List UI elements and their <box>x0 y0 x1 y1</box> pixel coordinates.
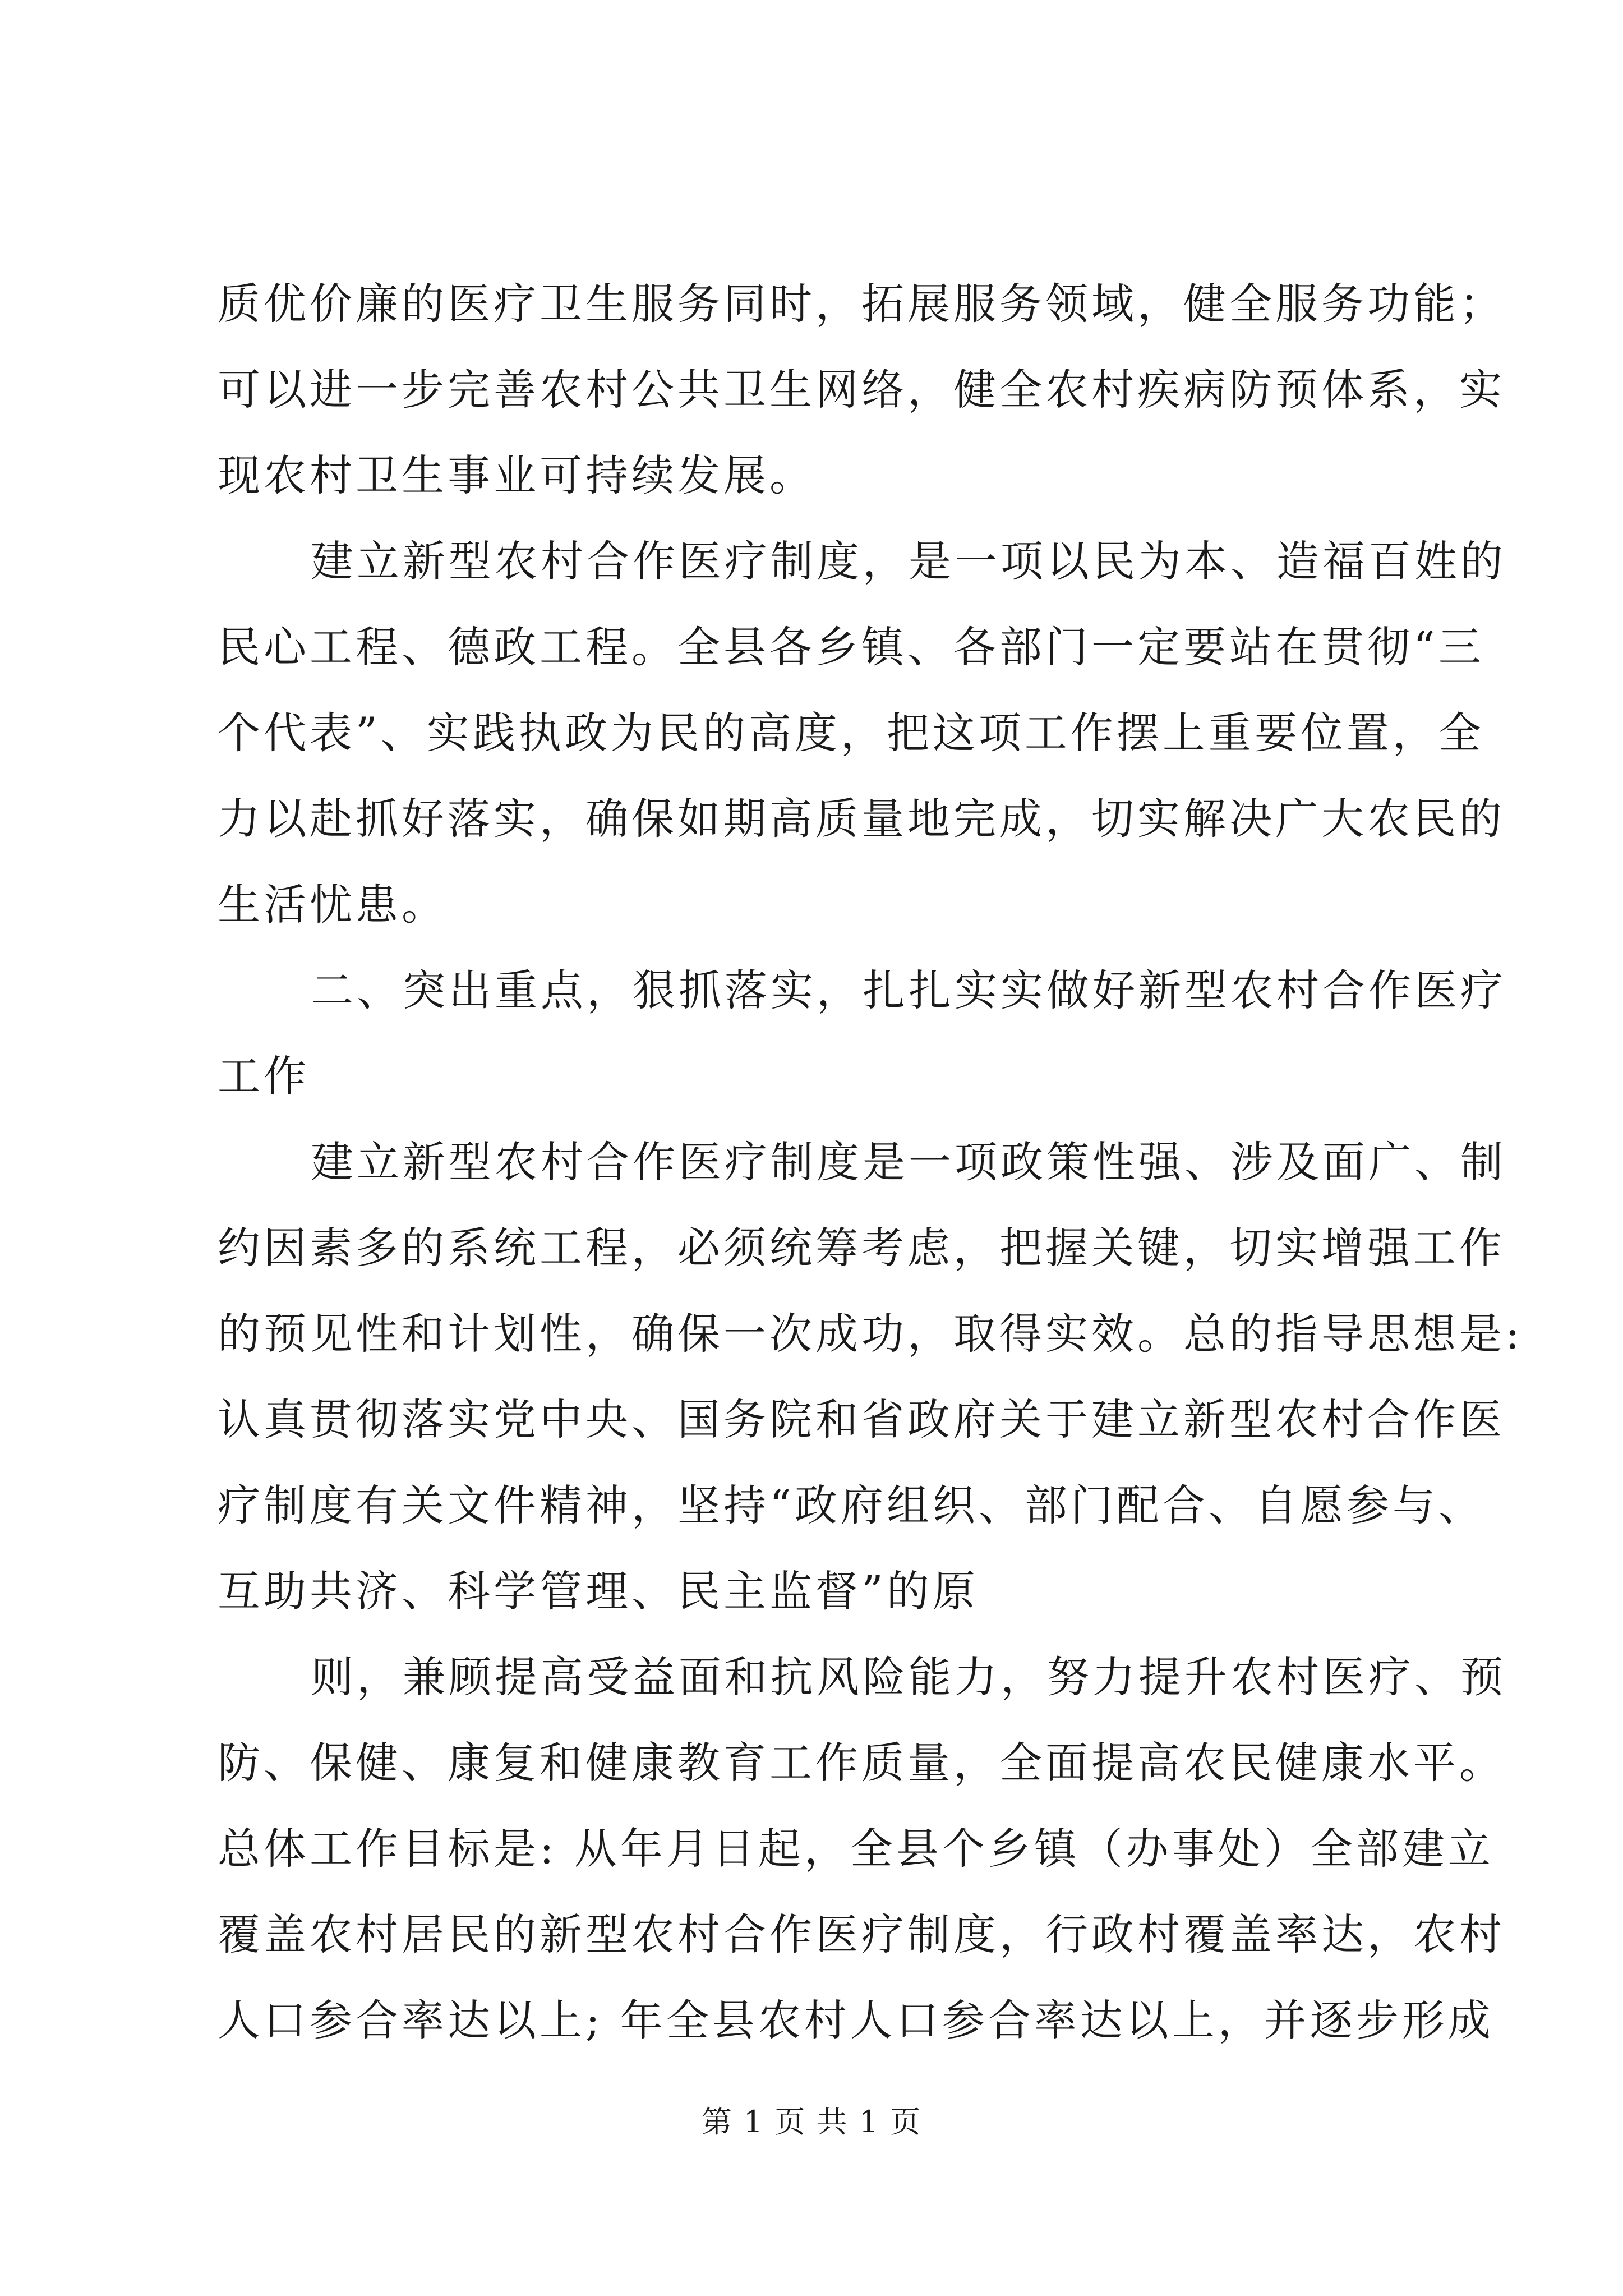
text-line: 总体工作目标是: 从年月日起，全县个乡镇（办事处）全部建立 <box>218 1824 1494 1874</box>
text-line: 生活忧患。 <box>218 880 448 930</box>
text-line: 互助共济、科学管理、民主监督”的原 <box>218 1566 979 1616</box>
text-line: 个代表”、实践执政为民的高度，把这项工作摆上重要位置，全 <box>218 708 1484 758</box>
section-heading-line: 工作 <box>218 1051 310 1101</box>
text-line: 疗制度有关文件精神，坚持“政府组织、部门配合、自愿参与、 <box>218 1480 1484 1530</box>
paragraph-start-line: 则，兼顾提高受益面和抗风险能力，努力提升农村医疗、预 <box>311 1652 1506 1702</box>
text-line: 约因素多的系统工程，必须统筹考虑，把握关键，切实增强工作 <box>218 1223 1505 1273</box>
text-line: 现农村卫生事业可持续发展。 <box>218 450 815 500</box>
page-footer: 第 1 页 共 1 页 <box>701 2104 922 2139</box>
paragraph-start-line: 建立新型农村合作医疗制度，是一项以民为本、造福百姓的 <box>311 536 1506 586</box>
paragraph-start-line: 建立新型农村合作医疗制度是一项政策性强、涉及面广、制 <box>311 1137 1506 1187</box>
text-line: 防、保健、康复和健康教育工作质量，全面提高农民健康水平。 <box>218 1738 1505 1788</box>
text-line: 人口参合率达以上; 年全县农村人口参合率达以上，并逐步形成 <box>218 1995 1494 2045</box>
text-line: 力以赴抓好落实，确保如期高质量地完成，切实解决广大农民的 <box>218 794 1505 844</box>
document-body <box>218 261 1523 2063</box>
text-line: 覆盖农村居民的新型农村合作医疗制度，行政村覆盖率达，农村 <box>218 1910 1505 1959</box>
text-line: 民心工程、德政工程。全县各乡镇、各部门一定要站在贯彻“三 <box>218 622 1484 672</box>
text-line: 质优价廉的医疗卫生服务同时，拓展服务领域，健全服务功能； <box>218 279 1505 329</box>
text-line: 认真贯彻落实党中央、国务院和省政府关于建立新型农村合作医 <box>218 1395 1505 1444</box>
section-heading-line: 二、突出重点，狠抓落实，扎扎实实做好新型农村合作医疗 <box>311 965 1506 1015</box>
text-line: 可以进一步完善农村公共卫生网络，健全农村疾病防预体系，实 <box>218 365 1505 415</box>
text-line: 的预见性和计划性，确保一次成功，取得实效。总的指导思想是: <box>218 1309 1523 1359</box>
